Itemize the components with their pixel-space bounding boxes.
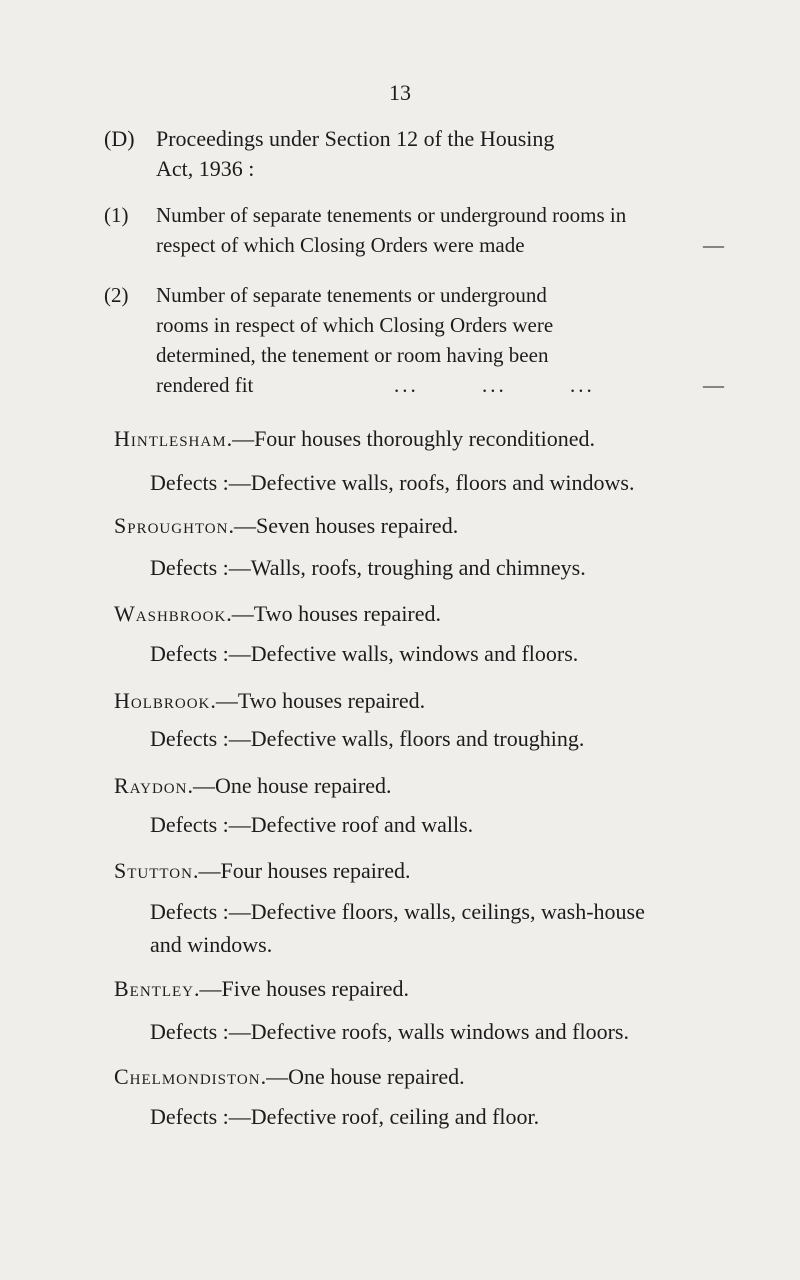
place-summary: Five houses repaired. [221, 976, 410, 1001]
item-text: Number of separate tenements or underground rooms in respect of which Closing Orders were made [156, 203, 627, 257]
place-name: Washbrook [114, 601, 227, 626]
leader-dot: ... [394, 373, 419, 397]
place-summary: One house repaired. [214, 773, 392, 798]
leader-dot: ... [570, 373, 595, 397]
section-label: (D) [104, 126, 135, 151]
place-summary: Seven houses repaired. [255, 513, 459, 538]
separator: .— [228, 513, 256, 538]
place-entry [114, 974, 774, 1004]
item-value: — [703, 373, 724, 397]
list-item-2 [104, 280, 724, 400]
item-text-line-3: determined, the tenement or room having been [156, 343, 549, 367]
section-title-line-2: Act, 1936 : [156, 156, 255, 181]
separator: .— [210, 688, 238, 713]
separator: .— [226, 426, 255, 451]
separator: .— [194, 976, 222, 1001]
place-defects-line-1: Defects :—Defective floors, walls, ceilings, wash-house [150, 899, 645, 924]
place-defects [150, 895, 770, 961]
item-text-line-2: rooms in respect of which Closing Orders were [156, 313, 554, 337]
section-heading [104, 124, 664, 184]
place-defects: Defects :—Defective walls, floors and troughing. [150, 726, 585, 751]
place-summary: Four houses repaired. [220, 858, 411, 883]
item-text-line-4: rendered fit [156, 373, 254, 397]
place-name: Raydon [114, 773, 188, 798]
place-entry [114, 1062, 774, 1092]
place-summary: Two houses repaired. [253, 601, 442, 626]
place-entry [114, 511, 774, 541]
separator: .— [226, 601, 254, 626]
place-defects: Defects :—Walls, roofs, troughing and chimneys. [150, 555, 586, 580]
place-entry [114, 856, 774, 886]
item-text-line-1: Number of separate tenements or underground [156, 283, 547, 307]
separator: .— [260, 1064, 289, 1089]
place-name: Sproughton [114, 513, 229, 538]
place-defects: Defects :—Defective roof and walls. [150, 812, 474, 837]
place-entry [114, 686, 774, 716]
place-summary: Four houses thoroughly reconditioned. [254, 426, 596, 451]
place-entry [114, 771, 774, 801]
place-defects-line-2: and windows. [150, 932, 273, 957]
separator: .— [192, 858, 221, 883]
place-name: Holbrook [114, 688, 211, 713]
page-number: 13 [389, 80, 411, 105]
place-defects: Defects :—Defective roof, ceiling and floor. [150, 1104, 540, 1129]
place-entry [114, 424, 774, 454]
item-number: (2) [104, 283, 129, 307]
place-summary: Two houses repaired. [237, 688, 426, 713]
place-defects: Defects :—Defective walls, roofs, floors and windows. [150, 470, 635, 495]
list-item-1 [104, 200, 724, 260]
place-name: Chelmondiston [114, 1064, 261, 1089]
leader-dots [394, 370, 595, 400]
place-name: Hintlesham [114, 426, 227, 451]
place-summary: One house repaired. [288, 1064, 465, 1089]
separator: .— [187, 773, 215, 798]
place-name: Stutton [114, 858, 193, 883]
place-entry [114, 599, 774, 629]
place-defects: Defects :—Defective walls, windows and floors. [150, 641, 579, 666]
leader-dot: ... [482, 373, 507, 397]
place-defects: Defects :—Defective roofs, walls windows and floors. [150, 1019, 629, 1044]
section-title-line-1: Proceedings under Section 12 of the Housing [156, 126, 555, 151]
item-last-line [104, 370, 724, 400]
item-number: (1) [104, 203, 129, 227]
place-name: Bentley [114, 976, 194, 1001]
item-value: — [703, 233, 724, 257]
